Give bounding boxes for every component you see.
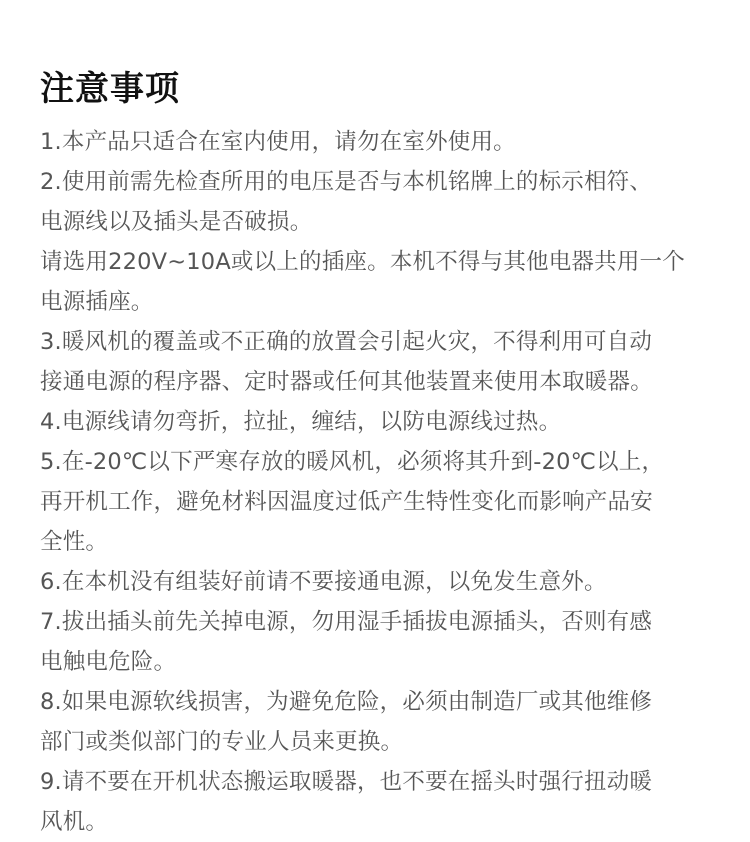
notice-line: 3.暖风机的覆盖或不正确的放置会引起火灾，不得利用可自动 [40, 329, 653, 355]
notice-line: 7.拔出插头前先关掉电源，勿用湿手插拔电源插头，否则有感 [40, 609, 653, 635]
notice-line: 请选用220V~10A或以上的插座。本机不得与其他电器共用一个 [40, 249, 685, 275]
notice-list [40, 122, 720, 842]
notice-line: 1.本产品只适合在室内使用，请勿在室外使用。 [40, 129, 516, 155]
notice-line: 电源插座。 [40, 289, 154, 315]
notice-line: 部门或类似部门的专业人员来更换。 [40, 729, 404, 755]
notice-line: 4.电源线请勿弯折，拉扯，缠结，以防电源线过热。 [40, 409, 562, 435]
notice-line: 再开机工作，避免材料因温度过低产生特性变化而影响产品安 [40, 489, 653, 515]
page-title: 注意事项 [40, 69, 180, 109]
notice-line: 全性。 [40, 529, 109, 555]
notice-line: 电源线以及插头是否破损。 [40, 209, 313, 235]
notice-line: 风机。 [40, 809, 109, 835]
notice-line: 9.请不要在开机状态搬运取暖器，也不要在摇头时强行扭动暖 [40, 769, 653, 795]
notice-line: 2.使用前需先检查所用的电压是否与本机铭牌上的标示相符、 [40, 169, 653, 195]
notice-section [40, 64, 720, 842]
notice-line: 5.在-20℃以下严寒存放的暖风机，必须将其升到-20℃以上， [40, 449, 665, 475]
notice-line: 接通电源的程序器、定时器或任何其他装置来使用本取暖器。 [40, 369, 653, 395]
notice-line: 6.在本机没有组装好前请不要接通电源，以免发生意外。 [40, 569, 607, 595]
notice-line: 8.如果电源软线损害，为避免危险，必须由制造厂或其他维修 [40, 689, 653, 715]
notice-line: 电触电危险。 [40, 649, 177, 675]
